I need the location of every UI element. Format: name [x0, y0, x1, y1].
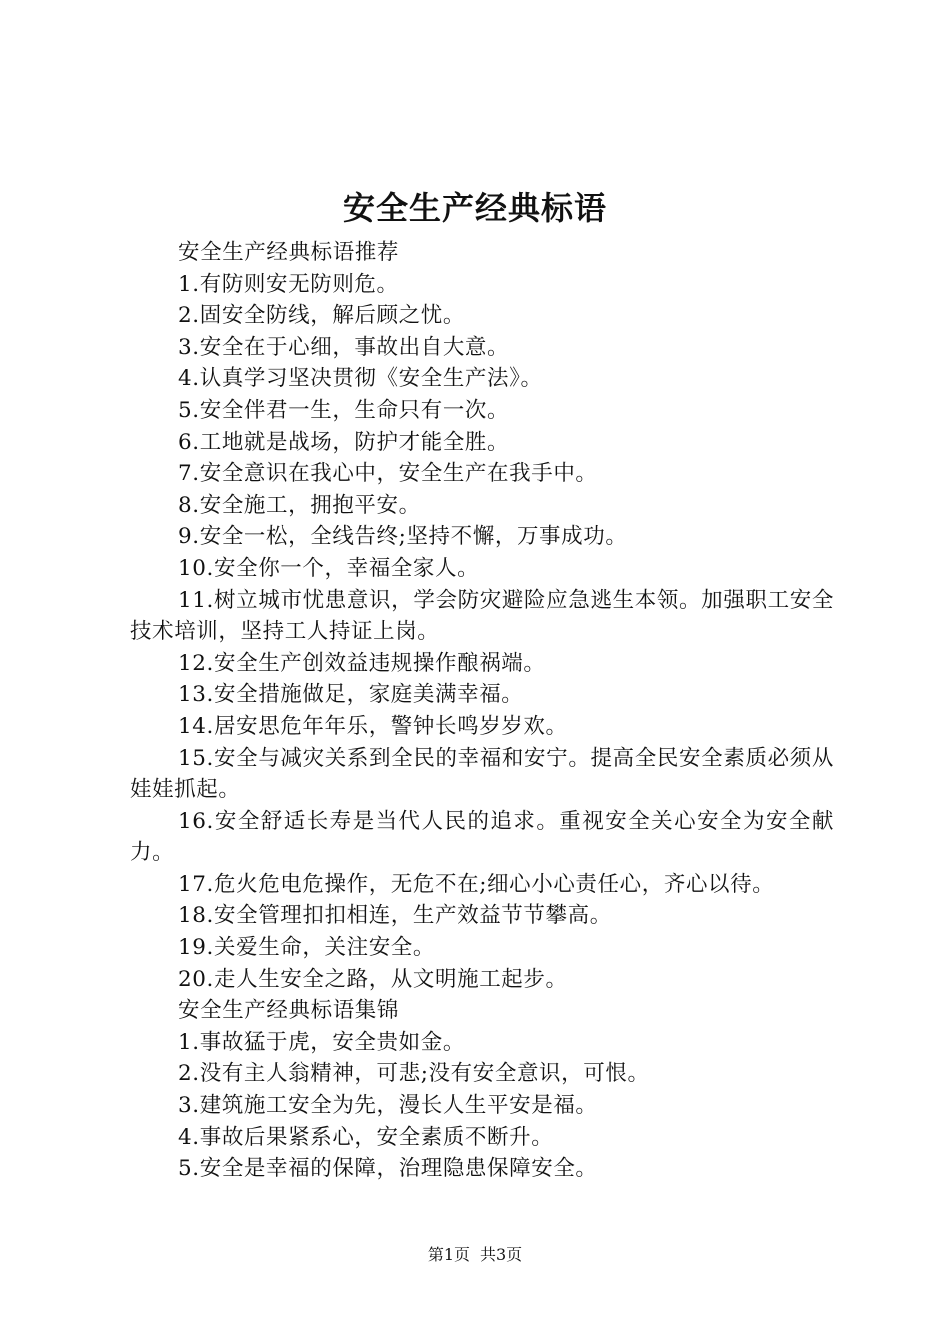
document-body [130, 237, 834, 1185]
paragraph: 19.关爱生命，关注安全。 [178, 935, 435, 961]
document-title: 安全生产经典标语 [342, 189, 607, 227]
paragraph: 4.认真学习坚决贯彻《安全生产法》。 [178, 366, 543, 392]
paragraph: 2.没有主人翁精神，可悲;没有安全意识，可恨。 [178, 1061, 650, 1087]
paragraph: 5.安全是幸福的保障，治理隐患保障安全。 [178, 1156, 598, 1182]
page-total: 共3页 [480, 1245, 523, 1264]
paragraph: 16.安全舒适长寿是当代人民的追求。重视安全关心安全为安全献力。 [130, 808, 834, 866]
paragraph: 13.安全措施做足，家庭美满幸福。 [178, 682, 524, 708]
paragraph: 4.事故后果紧系心，安全素质不断升。 [178, 1124, 554, 1150]
paragraph: 1.有防则安无防则危。 [178, 271, 399, 297]
paragraph: 18.安全管理扣扣相连，生产效益节节攀高。 [178, 903, 612, 929]
paragraph: 8.安全施工，拥抱平安。 [178, 492, 421, 518]
paragraph: 安全生产经典标语推荐 [178, 240, 400, 265]
paragraph: 安全生产经典标语集锦 [178, 998, 400, 1024]
paragraph: 2.固安全防线，解后顾之忧。 [178, 303, 465, 329]
paragraph: 7.安全意识在我心中，安全生产在我手中。 [178, 461, 598, 487]
paragraph: 11.树立城市忧患意识，学会防灾避险应急逃生本领。加强职工安全技术培训，坚持工人持证上岗。 [130, 587, 834, 645]
paragraph: 15.安全与减灾关系到全民的幸福和安宁。提高全民安全素质必须从娃娃抓起。 [130, 745, 834, 803]
paragraph: 6.工地就是战场，防护才能全胜。 [178, 429, 510, 455]
page-footer [0, 1244, 950, 1266]
paragraph: 5.安全伴君一生，生命只有一次。 [178, 397, 510, 423]
paragraph: 17.危火危电危操作，无危不在;细心小心责任心，齐心以待。 [178, 871, 775, 897]
paragraph: 14.居安思危年年乐，警钟长鸣岁岁欢。 [178, 713, 568, 739]
page-number: 第1页 [427, 1245, 470, 1264]
paragraph: 12.安全生产创效益违规操作酿祸端。 [178, 650, 546, 676]
paragraph: 10.安全你一个，幸福全家人。 [178, 555, 480, 581]
paragraph: 20.走人生安全之路，从文明施工起步。 [178, 966, 568, 992]
paragraph: 9.安全一松，全线告终;坚持不懈，万事成功。 [178, 524, 628, 550]
paragraph: 1.事故猛于虎，安全贵如金。 [178, 1029, 465, 1055]
paragraph: 3.安全在于心细，事故出自大意。 [178, 334, 510, 360]
paragraph: 3.建筑施工安全为先，漫长人生平安是福。 [178, 1093, 598, 1119]
